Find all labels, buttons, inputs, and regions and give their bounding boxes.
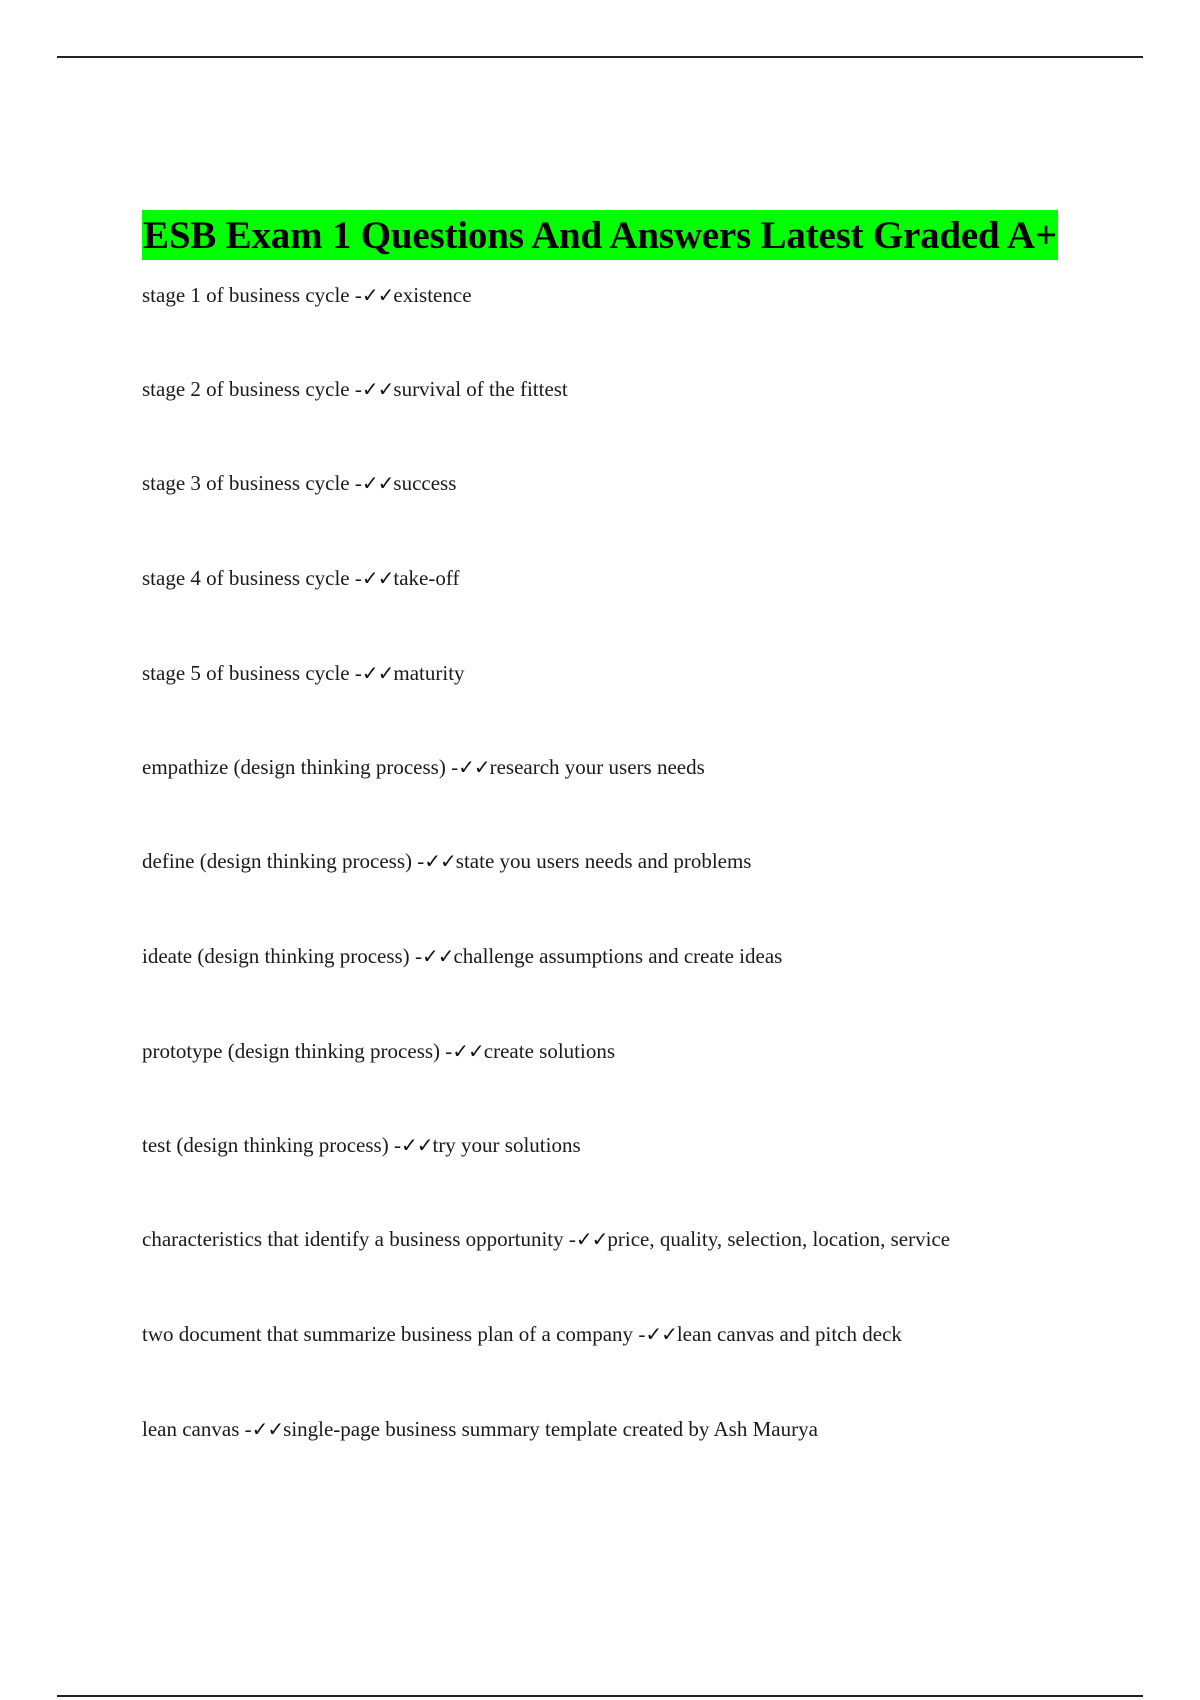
answer-text: state you users needs and problems <box>455 849 752 873</box>
double-check-icon: ✓✓ <box>645 1322 677 1346</box>
answer-text: price, quality, selection, location, service <box>607 1227 951 1251</box>
answer-text: try your solutions <box>432 1133 581 1157</box>
question-text: stage 2 of business cycle <box>142 377 350 401</box>
double-check-icon: ✓✓ <box>361 283 394 307</box>
question-text: test (design thinking process) <box>142 1133 389 1157</box>
separator: - <box>349 566 362 590</box>
separator: - <box>563 1227 576 1251</box>
qa-item <box>142 943 782 969</box>
answer-text: create solutions <box>483 1039 616 1063</box>
qa-item <box>142 1038 615 1064</box>
question-text: ideate (design thinking process) <box>142 944 410 968</box>
separator: - <box>440 1039 453 1063</box>
double-check-icon: ✓✓ <box>361 377 394 401</box>
question-text: empathize (design thinking process) <box>142 755 446 779</box>
answer-text: existence <box>393 283 472 307</box>
double-check-icon: ✓✓ <box>421 944 454 968</box>
qa-item <box>142 754 705 780</box>
qa-item <box>142 565 459 591</box>
double-check-icon: ✓✓ <box>251 1417 284 1441</box>
header-rule <box>57 56 1143 58</box>
double-check-icon: ✓✓ <box>458 755 490 779</box>
separator: - <box>412 849 425 873</box>
question-text: characteristics that identify a business opportunity <box>142 1227 564 1251</box>
question-text: define (design thinking process) <box>142 849 413 873</box>
footer-rule <box>57 1695 1143 1697</box>
qa-item <box>142 1132 581 1158</box>
qa-item <box>142 1226 950 1252</box>
separator: - <box>349 377 362 401</box>
separator: - <box>445 755 459 779</box>
separator: - <box>633 1322 646 1346</box>
answer-text: take-off <box>393 566 460 590</box>
double-check-icon: ✓✓ <box>361 661 394 685</box>
qa-item <box>142 660 465 686</box>
document-title: ESB Exam 1 Questions And Answers Latest Graded A+ <box>142 210 1058 260</box>
answer-text: success <box>393 471 457 495</box>
separator: - <box>349 661 362 685</box>
answer-text: lean canvas and pitch deck <box>676 1322 902 1346</box>
separator: - <box>349 471 362 495</box>
separator: - <box>349 283 362 307</box>
question-text: lean canvas <box>142 1417 240 1441</box>
double-check-icon: ✓✓ <box>400 1133 433 1157</box>
double-check-icon: ✓✓ <box>424 849 456 873</box>
question-text: two document that summarize business plan of a company <box>142 1322 634 1346</box>
document-body <box>142 210 1072 1441</box>
answer-text: survival of the fittest <box>393 377 568 401</box>
answer-text: challenge assumptions and create ideas <box>453 944 783 968</box>
qa-item <box>142 376 568 402</box>
question-text: stage 5 of business cycle <box>142 661 350 685</box>
answer-text: maturity <box>393 661 465 685</box>
qa-item <box>142 282 472 308</box>
double-check-icon: ✓✓ <box>361 566 394 590</box>
double-check-icon: ✓✓ <box>361 471 394 495</box>
qa-item <box>142 470 456 496</box>
separator: - <box>239 1417 252 1441</box>
double-check-icon: ✓✓ <box>452 1039 484 1063</box>
separator: - <box>409 944 422 968</box>
double-check-icon: ✓✓ <box>575 1227 608 1251</box>
qa-item <box>142 1416 818 1442</box>
qa-item <box>142 1321 902 1347</box>
question-text: stage 4 of business cycle <box>142 566 350 590</box>
question-text: stage 3 of business cycle <box>142 471 350 495</box>
question-text: prototype (design thinking process) <box>142 1039 441 1063</box>
separator: - <box>388 1133 401 1157</box>
answer-text: research your users needs <box>489 755 705 779</box>
answer-text: single-page business summary template created by Ash Maurya <box>283 1417 818 1441</box>
qa-item <box>142 848 751 874</box>
question-text: stage 1 of business cycle <box>142 283 350 307</box>
